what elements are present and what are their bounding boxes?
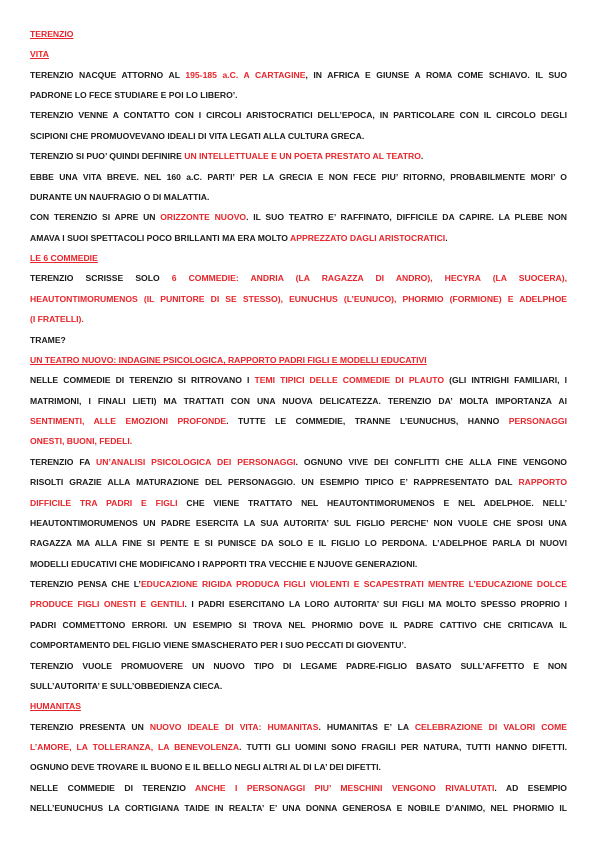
highlighted-text: TERENZIO: [30, 29, 74, 39]
text-segment: TERENZIO PRESENTA UN: [30, 722, 150, 732]
text-line: [30, 516, 567, 530]
text-segment: MATRIMONI, I FINALI LIETI) MA TRATTATI CON UNA NUOVA DELICATEZZA. TERENZIO DA’ MOLTA IMPORTANZA AI: [30, 396, 567, 406]
highlighted-text: UN INTELLETTUALE E UN POETA PRESTATO AL TEATRO: [184, 151, 421, 161]
text-line: [30, 801, 567, 815]
text-segment: HEAUTONTIMORUMENOS UN PADRE ESERCITA LA SUA AUTORITA’ SUL FIGLIO PERCHE’ NON VUOLE CHE SPOSI UNA: [30, 518, 567, 528]
text-segment: CHE VIENE TRATTATO NEL HEAUTONTIMORUMENOS E NEL ADELPHOE. NELL’: [177, 498, 567, 508]
text-line: [30, 210, 567, 224]
text-line: [30, 496, 567, 510]
text-segment: TRAME?: [30, 335, 66, 345]
text-segment: .: [445, 233, 448, 243]
section-heading: [30, 353, 567, 367]
text-line: [30, 292, 567, 306]
highlighted-text: ONESTI, BUONI, FEDELI.: [30, 436, 133, 446]
highlighted-text: ANCHE I PERSONAGGI PIU’ MESCHINI VENGONO RIVALUTATI: [195, 783, 495, 793]
text-line: [30, 271, 567, 285]
text-line: [30, 170, 567, 184]
text-line: [30, 333, 567, 347]
text-line: [30, 149, 567, 163]
text-segment: COMPORTAMENTO DEL FIGLIO VIENE SMASCHERATO PER I SUO PECCATI DI GIOVENTU’.: [30, 640, 407, 650]
text-segment: AMAVA I SUOI SPETTACOLI POCO BRILLANTI MA ERA MOLTO: [30, 233, 291, 243]
text-segment: EBBE UNA VITA BREVE. NEL 160 a.C. PARTI’ PER LA GRECIA E NON FECE PIU’ RITORNO, PROBABILMENTE MORI’ O: [30, 172, 567, 182]
text-segment: PADRI COMMETTONO ERRORI. UN ESEMPIO SI TROVA NEL PHORMIO DOVE IL PADRE CATTIVO CHE CRITICAVA IL: [30, 620, 567, 630]
text-segment: TERENZIO SI PUO’ QUINDI DEFINIRE: [30, 151, 185, 161]
highlighted-text: 6 COMMEDIE: ANDRIA (LA RAGAZZA DI ANDRO), HECYRA (LA SUOCERA),: [171, 273, 567, 283]
text-line: [30, 659, 567, 673]
text-segment: . HUMANITAS E’ LA: [318, 722, 415, 732]
highlighted-text: SENTIMENTI, ALLE EMOZIONI PROFONDE: [30, 416, 227, 426]
text-line: [30, 638, 567, 652]
text-segment: (GLI INTRIGHI FAMILIARI, I: [444, 375, 567, 385]
text-line: [30, 577, 567, 591]
text-segment: NELLE COMMEDIE DI TERENZIO SI RITROVANO I: [30, 375, 255, 385]
text-line: [30, 190, 567, 204]
highlighted-text: 195-185 a.C. A CARTAGINE: [185, 70, 306, 80]
text-segment: , IN AFRICA E GIUNSE A ROMA COME SCHIAVO. IL SUO: [305, 70, 568, 80]
text-line: [30, 88, 567, 102]
highlighted-text: TEMI TIPICI DELLE COMMEDIE DI PLAUTO: [254, 375, 444, 385]
text-segment: TERENZIO PENSA CHE L’: [30, 579, 141, 589]
text-line: [30, 108, 567, 122]
highlighted-text: CELEBRAZIONE DI VALORI COME: [414, 722, 568, 732]
text-segment: .: [420, 151, 424, 161]
text-line: [30, 557, 567, 571]
highlighted-text: UN TEATRO NUOVO: INDAGINE PSICOLOGICA, RAPPORTO PADRI FIGLI E MODELLI EDUCATIVI: [30, 355, 427, 365]
text-segment: MODELLI EDUCATIVI CHE MODIFICANO I RAPPORTI TRA VECCHIE E NJUOVE GENERAZIONI.: [30, 559, 418, 569]
text-segment: . I PADRI ESERCITANO LA LORO AUTORITA’ SUI FIGLI MA MOLTO SPESSO PROPRIO I: [184, 599, 567, 609]
text-segment: . TUTTE LE COMMEDIE, TRANNE L’EUNUCHUS, HANNO: [226, 416, 509, 426]
text-segment: . IL SUO TEATRO E’ RAFFINATO, DIFFICILE DA CAPIRE. LA PLEBE NON: [246, 212, 567, 222]
text-segment: . TUTTI GLI UOMINI SONO FRAGILI PER NATURA, TUTTI HANNO DIFETTI.: [239, 742, 567, 752]
text-line: [30, 394, 567, 408]
highlighted-text: VITA: [30, 49, 49, 59]
highlighted-text: LE 6 COMMEDIE: [30, 253, 98, 263]
text-line: [30, 536, 567, 550]
text-segment: CON TERENZIO SI APRE UN: [30, 212, 161, 222]
text-line: [30, 720, 567, 734]
text-segment: . OGNUNO VIVE DEI CONFLITTI CHE ALLA FINE VENGONO: [295, 457, 567, 467]
highlighted-text: UN’ANALISI PSICOLOGICA DEI PERSONAGGI: [96, 457, 296, 467]
text-segment: SCIPIONI CHE PROMUOVEVANO IDEALI DI VITA LEGATI ALLA CULTURA GRECA.: [30, 131, 365, 141]
section-heading: [30, 47, 567, 61]
highlighted-text: DIFFICILE TRA PADRI E FIGLI: [30, 498, 178, 508]
text-line: [30, 414, 567, 428]
text-line: [30, 781, 567, 795]
highlighted-text: RAPPORTO: [518, 477, 567, 487]
text-line: [30, 597, 567, 611]
highlighted-text: L’AMORE, LA TOLLERANZA, LA BENEVOLENZA: [30, 742, 240, 752]
text-line: [30, 231, 567, 245]
section-heading: [30, 251, 567, 265]
text-segment: SULL’AUTORITA’ E SULL’OBBEDIENZA CIECA.: [30, 681, 223, 691]
text-line: [30, 373, 567, 387]
highlighted-text: NUOVO IDEALE DI VITA: HUMANITAS: [149, 722, 319, 732]
section-heading: [30, 27, 567, 41]
text-line: [30, 475, 567, 489]
text-segment: TERENZIO VUOLE PROMUOVERE UN NUOVO TIPO DI LEGAME PADRE-FIGLIO BASATO SULL’AFFETTO E NON: [30, 661, 567, 671]
section-heading: [30, 699, 567, 713]
highlighted-text: EDUCAZIONE RIGIDA PRODUCA FIGLI VIOLENTI E SCAPESTRATI MENTRE L’EDUCAZIONE DOLCE: [140, 579, 567, 589]
text-line: [30, 312, 567, 326]
text-segment: NELL’EUNUCHUS LA CORTIGIANA TAIDE IN REALTA’ E’ UNA DONNA GENEROSA E NOBILE D’ANIMO, NEL PHORMIO IL: [30, 803, 567, 813]
text-line: [30, 455, 567, 469]
highlighted-text: APPREZZATO DAGLI ARISTOCRATICI: [290, 233, 446, 243]
text-line: [30, 740, 567, 754]
text-segment: TERENZIO NACQUE ATTORNO AL: [30, 70, 186, 80]
highlighted-text: HUMANITAS: [30, 701, 81, 711]
highlighted-text: HEAUTONTIMORUMENOS (IL PUNITORE DI SE STESSO), EUNUCHUS (L’EUNUCO), PHORMIO (FORMIONE) E ADELPHOE: [30, 294, 567, 304]
text-segment: . AD ESEMPIO: [494, 783, 567, 793]
text-segment: NELLE COMMEDIE DI TERENZIO: [30, 783, 196, 793]
highlighted-text: PRODUCE FIGLI ONESTI E GENTILI: [30, 599, 185, 609]
text-line: [30, 434, 567, 448]
highlighted-text: ORIZZONTE NUOVO: [160, 212, 247, 222]
text-segment: TERENZIO SCRISSE SOLO: [30, 273, 172, 283]
text-segment: DURANTE UN NAUFRAGIO O DI MALATTIA.: [30, 192, 210, 202]
text-segment: RISOLTI GRAZIE ALLA MATURAZIONE DEL PERSONAGGIO. UN ESEMPIO TIPICO E’ RAPPRESENTATO DAL: [30, 477, 519, 487]
text-line: [30, 129, 567, 143]
text-segment: RAGAZZA MA ALLA FINE SI PENTE E SI PUNISCE DA SOLO E IL FIGLIO LO PERDONA. L’ADELPHOE PARLA DI NUOVI: [30, 538, 567, 548]
text-segment: TERENZIO FA: [30, 457, 97, 467]
text-segment: PADRONE LO FECE STUDIARE E POI LO LIBERO’.: [30, 90, 238, 100]
text-line: [30, 68, 567, 82]
highlighted-text: PERSONAGGI: [508, 416, 567, 426]
text-segment: TERENZIO VENNE A CONTATTO CON I CIRCOLI ARISTOCRATICI DELL’EPOCA, IN PARTICOLARE CON IL CIRCOLO DEGLI: [30, 110, 567, 120]
text-line: [30, 618, 567, 632]
text-segment: OGNUNO DEVE TROVARE IL BUONO E IL BELLO NEGLI ALTRI AL DI LA’ DEI DIFETTI.: [30, 762, 381, 772]
text-line: [30, 679, 567, 693]
highlighted-text: (I FRATELLI).: [30, 314, 84, 324]
text-line: [30, 760, 567, 774]
